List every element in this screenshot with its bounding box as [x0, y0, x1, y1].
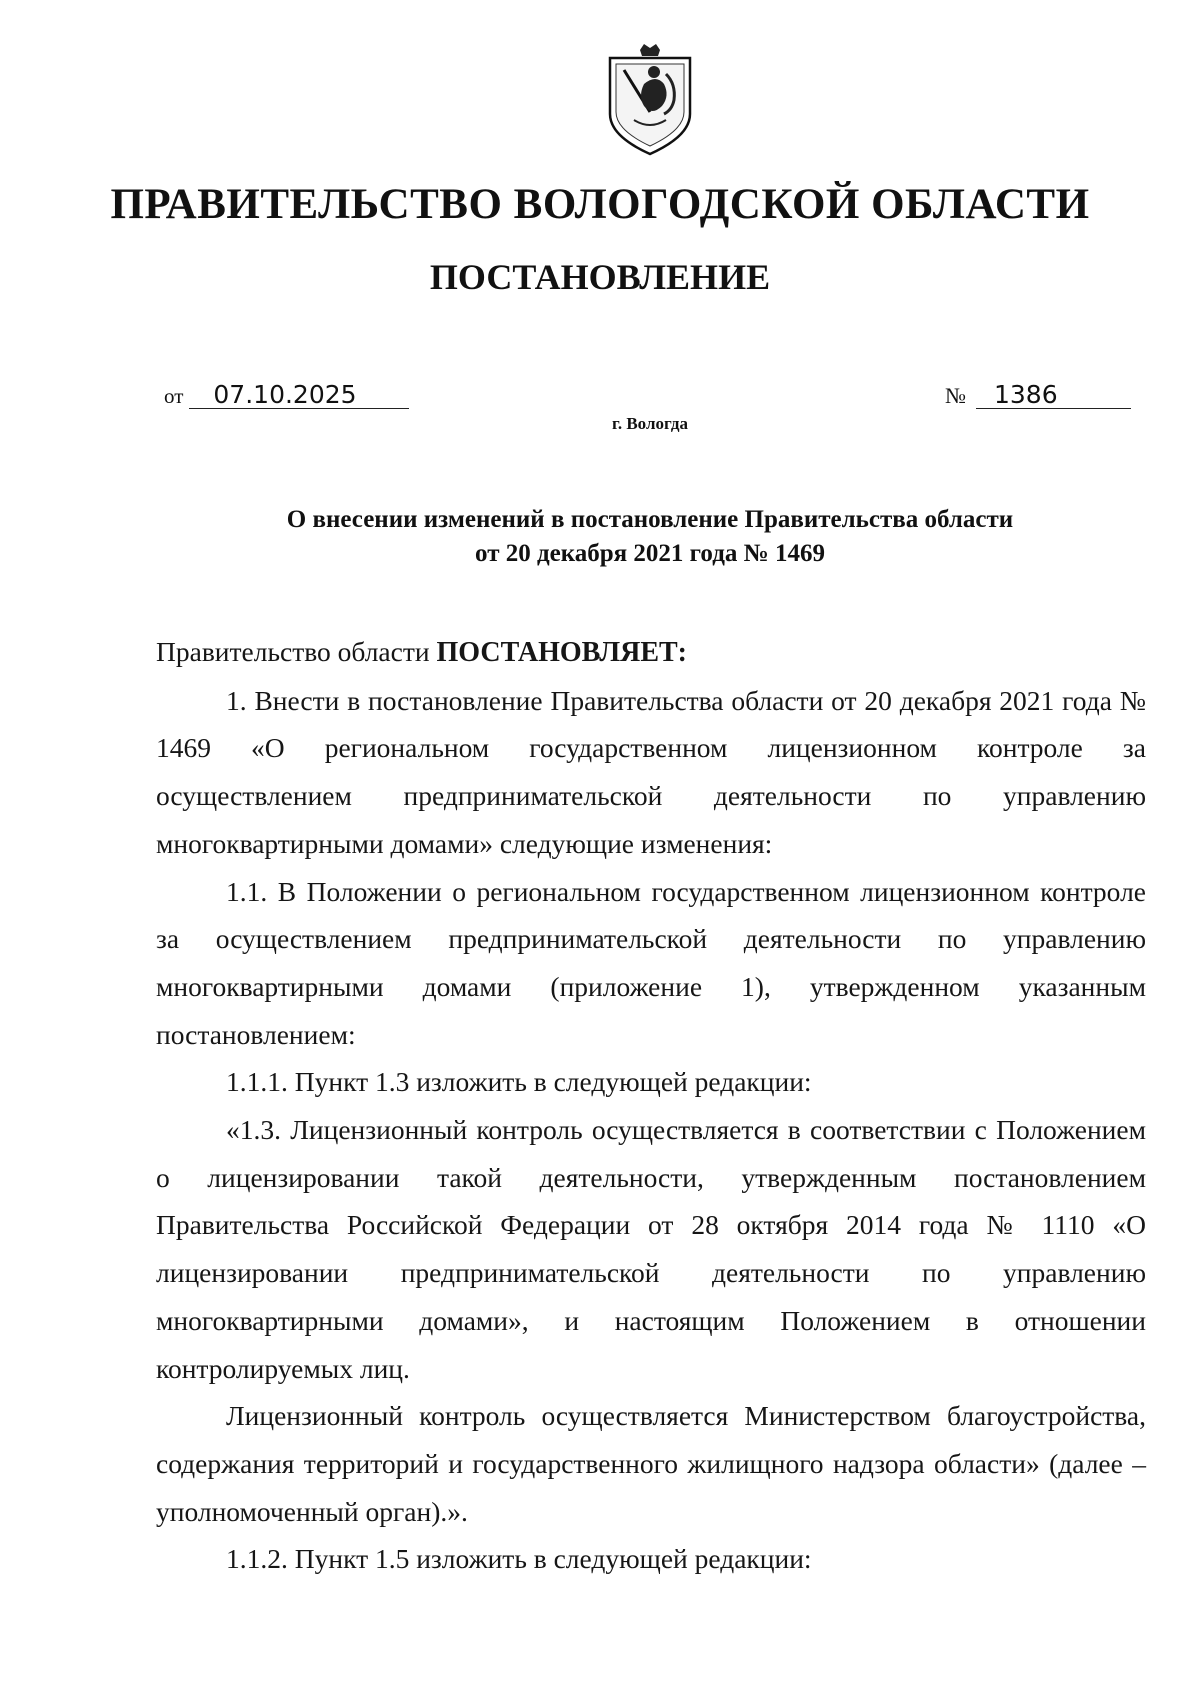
document-type: ПОСТАНОВЛЕНИЕ	[429, 257, 771, 297]
preamble	[156, 628, 1146, 677]
paragraph-1-1: 1.1. В Положении о региональном государственном лицензионном контроле за осуществлением предпринимательской деятельности по управлению многоквартирными домами (приложение 1), утвержденном указанным постановлением:	[156, 875, 1146, 1050]
government-title: ПРАВИТЕЛЬСТВО ВОЛОГОДСКОЙ ОБЛАСТИ	[110, 181, 1090, 228]
subject-line-1: О внесении изменений в постановление Правительства области	[286, 506, 1014, 533]
date-value: 07.10.2025	[189, 382, 409, 409]
paragraph-1-1-2: 1.1.2. Пункт 1.5 изложить в следующей редакции:	[226, 1543, 812, 1575]
preamble-resolution: ПОСТАНОВЛЯЕТ:	[436, 637, 688, 668]
subject-line-2: от 20 декабря 2021 года № 1469	[475, 540, 825, 567]
paragraph-1-1-1: 1.1.1. Пункт 1.3 изложить в следующей редакции:	[226, 1066, 812, 1098]
vologda-coat-of-arms-icon	[604, 44, 696, 156]
paragraph-clause-1-3-continued: Лицензионный контроль осуществляется Министерством благоустройства, содержания территорий и государственного жилищного надзора области» (далее – уполномоченный орган).».	[156, 1400, 1146, 1527]
city-name: г. Вологда	[612, 414, 688, 433]
date-prefix: от	[164, 384, 184, 408]
document-date	[164, 382, 409, 409]
preamble-text: Правительство области	[156, 636, 437, 667]
document-number	[945, 382, 1131, 409]
document-subject	[0, 503, 1200, 571]
paragraph-1: 1. Внести в постановление Правительства области от 20 декабря 2021 года № 1469 «О региональном государственном лицензионном контроле за осуществлением предпринимательской деятельности по управлению многоквартирными домами» следующие изменения:	[156, 684, 1146, 859]
number-prefix: №	[945, 383, 966, 408]
document-body	[156, 628, 1146, 1583]
number-value: 1386	[976, 382, 1131, 409]
paragraph-clause-1-3: «1.3. Лицензионный контроль осуществляется в соответствии с Положением о лицензировании такой деятельности, утвержденным постановлением Правительства Российской Федерации от 28 октября 2014 года № 1110 «О лицензировании предпринимательской деятельности по управлению многоквартирными домами», и настоящим Положением в отношении контролируемых лиц.	[156, 1114, 1146, 1384]
